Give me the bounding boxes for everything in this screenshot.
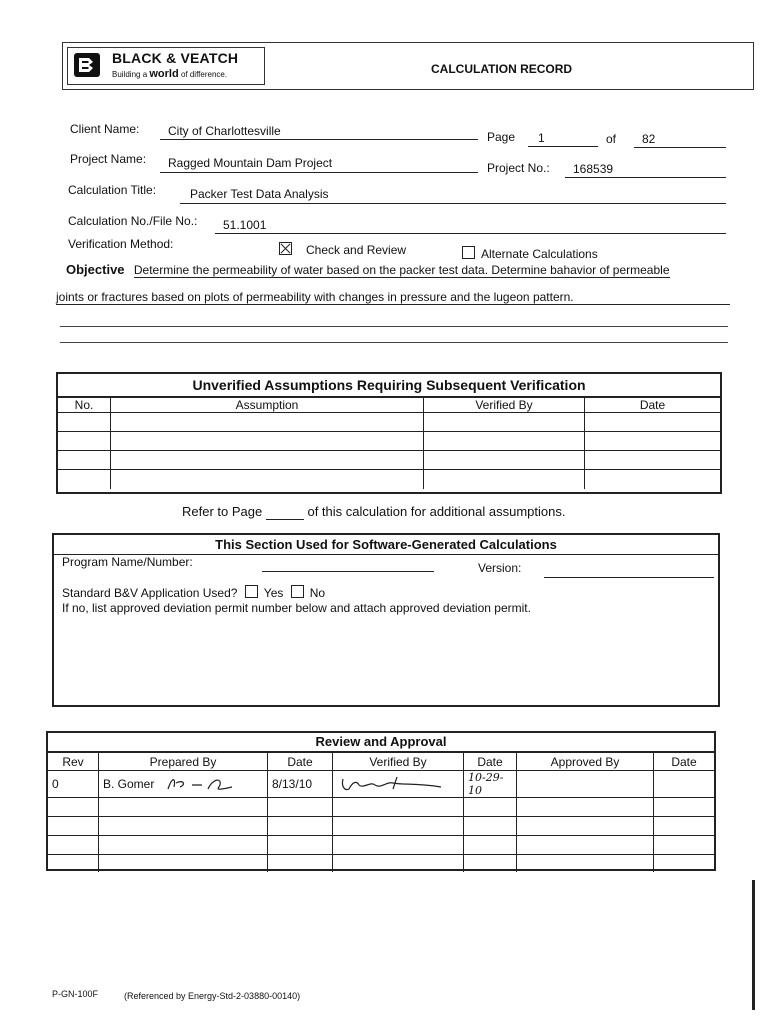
version-field[interactable] (544, 577, 714, 578)
column-header-date: Date (654, 753, 715, 771)
version-label: Version: (478, 561, 522, 575)
column-header-approved-by: Approved By (517, 753, 654, 771)
table-header-row (48, 753, 714, 771)
table-cell[interactable] (585, 470, 721, 489)
rev-cell[interactable]: 0 (48, 771, 99, 798)
table-cell[interactable] (268, 817, 333, 836)
document-title: CALCULATION RECORD (431, 62, 573, 76)
document-header (62, 42, 754, 90)
table-cell[interactable] (99, 855, 268, 872)
table-cell[interactable] (424, 470, 585, 489)
page-number-field[interactable]: 1 (528, 131, 598, 147)
column-header-date: Date (268, 753, 333, 771)
review-section (46, 731, 716, 871)
logo-tagline: Building a world of difference. (112, 68, 228, 80)
table-cell[interactable] (654, 798, 715, 817)
table-cell[interactable] (268, 836, 333, 855)
objective-text-2: joints or fractures based on plots of permeability with changes in pressure and the lugeon pattern. (56, 290, 730, 305)
table-cell[interactable] (58, 432, 111, 451)
assumptions-table (58, 397, 720, 489)
software-section (52, 533, 720, 707)
column-header-no: No. (58, 398, 111, 413)
table-cell[interactable] (333, 817, 464, 836)
objective-blank-line (60, 342, 728, 343)
verified-by-cell[interactable] (333, 771, 464, 798)
table-cell[interactable] (111, 413, 424, 432)
table-row (48, 855, 714, 872)
column-header-verified-by: Verified By (333, 753, 464, 771)
table-cell[interactable] (464, 817, 517, 836)
table-row (48, 798, 714, 817)
client-name-label: Client Name: (70, 122, 140, 136)
client-name-field[interactable]: City of Charlottesville (160, 124, 478, 140)
table-row (48, 771, 714, 798)
project-name-field[interactable]: Ragged Mountain Dam Project (160, 156, 478, 173)
calc-no-label: Calculation No./File No.: (68, 214, 198, 228)
table-cell[interactable] (464, 836, 517, 855)
form-reference: (Referenced by Energy-Std-2-03880-00140) (124, 991, 301, 1001)
signature-icon (337, 775, 447, 793)
software-title: This Section Used for Software-Generated Calculations (54, 535, 718, 555)
verification-label: Verification Method: (68, 237, 174, 251)
table-cell[interactable] (58, 470, 111, 489)
column-header-assumption: Assumption (111, 398, 424, 413)
column-header-date: Date (464, 753, 517, 771)
scan-edge-mark (752, 880, 755, 1010)
logo-name: BLACK & VEATCH (112, 50, 239, 66)
table-cell[interactable] (654, 817, 715, 836)
table-row (58, 451, 720, 470)
table-cell[interactable] (333, 836, 464, 855)
objective-blank-line (60, 326, 728, 327)
objective-line-1 (66, 262, 670, 277)
table-cell[interactable] (585, 451, 721, 470)
table-cell[interactable] (268, 855, 333, 872)
table-row (58, 432, 720, 451)
table-row (48, 836, 714, 855)
deviation-instructions: If no, list approved deviation permit number below and attach approved deviation permit. (62, 601, 531, 615)
refer-to-page-line: Refer to Page of this calculation for additional assumptions. (182, 504, 566, 519)
table-cell[interactable] (111, 451, 424, 470)
page-label: Page (487, 130, 516, 144)
table-cell[interactable] (585, 413, 721, 432)
table-cell[interactable] (111, 470, 424, 489)
table-cell[interactable] (58, 413, 111, 432)
column-header-rev: Rev (48, 753, 99, 771)
program-name-label: Program Name/Number: (62, 555, 193, 569)
approved-date-cell[interactable] (654, 771, 715, 798)
alternate-calculations-checkbox[interactable] (462, 246, 475, 259)
column-header-date: Date (585, 398, 721, 413)
refer-page-blank[interactable] (266, 504, 304, 520)
standard-app-question: Standard B&V Application Used? Yes No (62, 586, 326, 600)
assumptions-section (56, 372, 722, 494)
table-cell[interactable] (58, 451, 111, 470)
table-cell[interactable] (111, 432, 424, 451)
yes-checkbox[interactable] (245, 585, 258, 598)
program-name-field[interactable] (262, 571, 434, 572)
of-label: of (606, 132, 617, 146)
signature-icon (162, 775, 242, 793)
table-cell[interactable] (48, 798, 99, 817)
no-label: No (309, 586, 326, 600)
table-cell[interactable] (464, 855, 517, 872)
calc-title-label: Calculation Title: (68, 183, 157, 197)
project-name-label: Project Name: (70, 152, 147, 166)
table-cell[interactable] (333, 798, 464, 817)
column-header-prepared-by: Prepared By (99, 753, 268, 771)
table-cell[interactable] (333, 855, 464, 872)
table-row (58, 470, 720, 489)
approved-by-cell[interactable] (517, 771, 654, 798)
assumptions-title: Unverified Assumptions Requiring Subsequent Verification (58, 374, 720, 397)
table-cell[interactable] (48, 817, 99, 836)
table-cell[interactable] (48, 855, 99, 872)
table-cell[interactable] (517, 817, 654, 836)
table-cell[interactable] (424, 413, 585, 432)
objective-label: Objective (66, 262, 125, 277)
table-cell[interactable] (99, 798, 268, 817)
table-cell[interactable] (464, 798, 517, 817)
page-total-field[interactable]: 82 (634, 132, 726, 148)
table-cell[interactable] (517, 836, 654, 855)
alternate-calculations-option[interactable]: Alternate Calculations (462, 246, 598, 261)
table-cell[interactable] (654, 836, 715, 855)
project-no-label: Project No.: (487, 161, 550, 175)
table-cell[interactable] (654, 855, 715, 872)
table-cell[interactable] (517, 855, 654, 872)
prepared-by-cell[interactable]: B. Gomer (99, 771, 268, 798)
form-number: P-GN-100F (52, 989, 99, 999)
bv-logo-icon (74, 53, 100, 77)
check-and-review-checkbox[interactable] (279, 242, 292, 255)
table-cell[interactable] (517, 798, 654, 817)
table-cell[interactable] (48, 836, 99, 855)
check-and-review-option[interactable]: Check and Review (279, 242, 406, 257)
prepared-date-cell[interactable]: 8/13/10 (268, 771, 333, 798)
yes-label: Yes (263, 586, 284, 600)
verified-date-cell[interactable]: 10-29-10 (464, 771, 517, 798)
calc-no-field[interactable]: 51.1001 (215, 218, 726, 234)
table-cell[interactable] (99, 836, 268, 855)
table-cell[interactable] (585, 432, 721, 451)
table-cell[interactable] (424, 432, 585, 451)
review-table (48, 752, 714, 872)
table-row (48, 817, 714, 836)
table-cell[interactable] (424, 451, 585, 470)
table-cell[interactable] (99, 817, 268, 836)
table-cell[interactable] (268, 798, 333, 817)
project-no-field[interactable]: 168539 (565, 162, 726, 178)
table-header-row (58, 398, 720, 413)
calc-title-field[interactable]: Packer Test Data Analysis (180, 187, 726, 204)
review-title: Review and Approval (48, 733, 714, 752)
company-logo (67, 47, 265, 85)
column-header-verified-by: Verified By (424, 398, 585, 413)
objective-text-1: Determine the permeability of water based on the packer test data. Determine bahavior of permeable (133, 263, 670, 277)
no-checkbox[interactable] (291, 585, 304, 598)
table-row (58, 413, 720, 432)
